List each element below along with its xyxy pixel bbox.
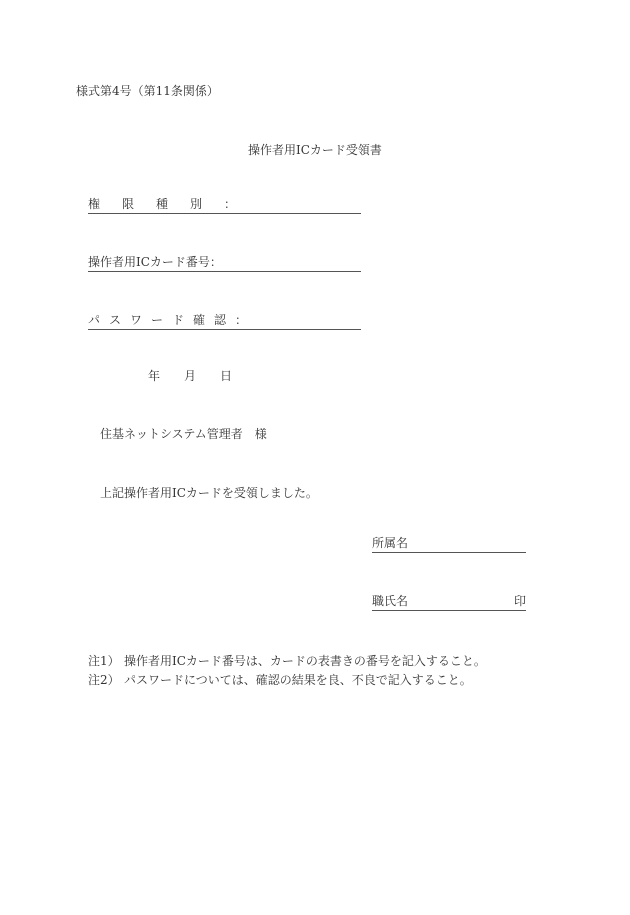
month-label: 月 <box>184 369 197 383</box>
document-title: 操作者用ICカード受領書 <box>248 143 382 157</box>
day-label: 日 <box>220 369 233 383</box>
affiliation-label: 所属名 <box>372 536 409 550</box>
authority-type-label: 権限種別： <box>88 197 259 211</box>
name-label: 職氏名 <box>372 594 409 608</box>
ic-card-number-field[interactable] <box>88 253 361 272</box>
seal-label: 印 <box>513 594 526 608</box>
recipient: 住基ネットシステム管理者 様 <box>100 427 267 441</box>
year-label: 年 <box>148 369 161 383</box>
password-confirmation-field[interactable] <box>88 311 361 330</box>
affiliation-field[interactable] <box>372 535 526 553</box>
note-2-label: 注2） <box>88 673 120 687</box>
note-2 <box>88 671 472 688</box>
authority-type-field[interactable] <box>88 195 361 214</box>
receipt-statement: 上記操作者用ICカードを受領しました。 <box>100 486 318 500</box>
password-confirmation-label: パスワード確認： <box>88 313 257 327</box>
form-number: 様式第4号（第11条関係） <box>76 84 219 98</box>
ic-card-number-label: 操作者用ICカード番号： <box>88 255 222 269</box>
name-field[interactable] <box>372 593 526 611</box>
note-1-text: 操作者用ICカード番号は、カードの表書きの番号を記入すること。 <box>124 654 486 668</box>
note-2-text: パスワードについては、確認の結果を良、不良で記入すること。 <box>124 673 472 687</box>
note-1-label: 注1） <box>88 654 120 668</box>
date-line <box>0 367 630 383</box>
note-1 <box>88 652 486 669</box>
